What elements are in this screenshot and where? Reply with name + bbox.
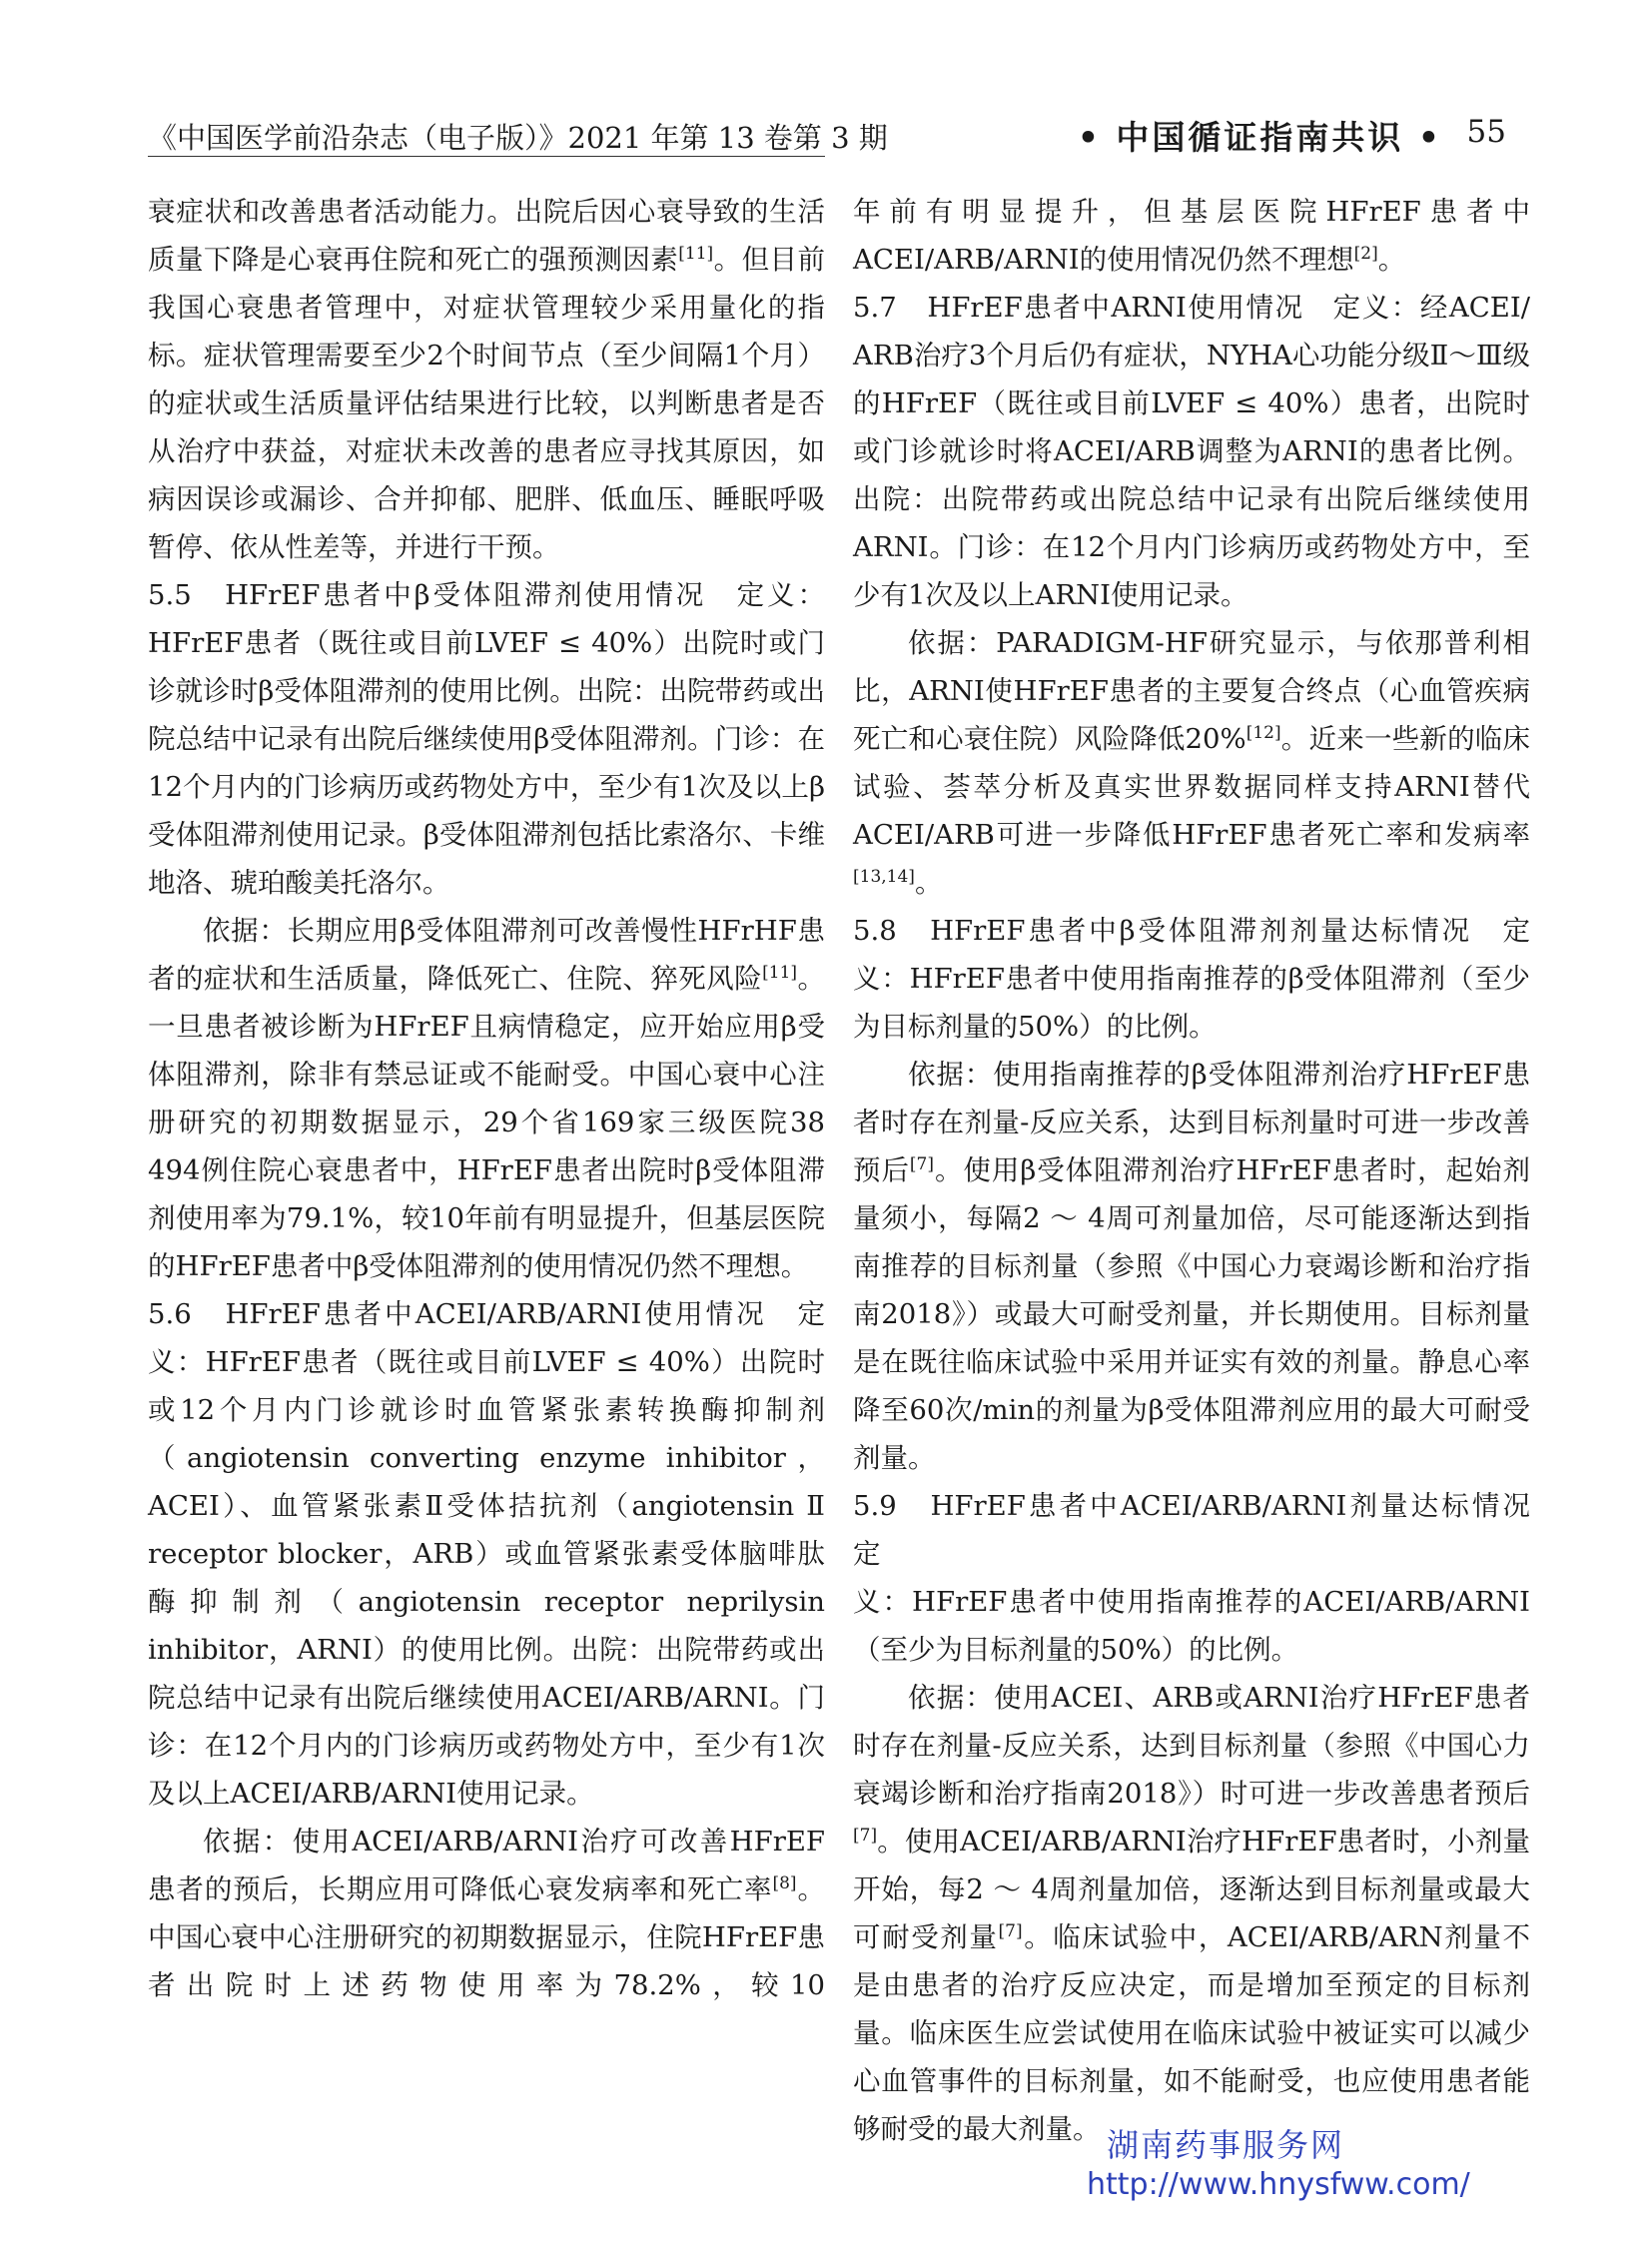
section-heading-5-5: 5.5 HFrEF患者中β受体阻滞剂使用情况 定义： [148,579,825,611]
section-heading-5-6: 5.6 HFrEF患者中ACEI/ARB/ARNI使用情况 定 [148,1298,825,1330]
citation: [12] [1245,722,1281,743]
section-heading-5-8: 5.8 HFrEF患者中β受体阻滞剂剂量达标情况 定 [853,915,1530,947]
paragraph-continued: 年前有明显提升，但基层医院HFrEF患者中ACEI/ARB/ARNI的使用情况仍然不理想[2]。 [853,196,1530,276]
section-5-7-definition: ARB治疗3个月后仍有症状，NYHA心功能分级Ⅱ～Ⅲ级的HFrEF（既往或目前LVEF ≤ 40%）患者，出院时或门诊就诊时将ACEI/ARB调整为ARNI的患者比例。出院：出院带药或出院总结中记录有出院后继续使用ARNI。门诊：在12个月内门诊病历或药物处方中，至少有1次及以上ARNI使用记录。 [853,340,1530,611]
citation: [11] [678,243,714,264]
section-5-9-definition: 义：HFrEF患者中使用指南推荐的ACEI/ARB/ARNI（至少为目标剂量的50%）的比例。 [853,1586,1530,1666]
page-number: 55 [1466,114,1506,150]
right-column [853,188,1558,2153]
left-column [148,188,825,2009]
section-title: • 中国循证指南共识 • [1077,118,1442,157]
citation: [2] [1353,243,1378,264]
section-heading-5-9: 5.9 HFrEF患者中ACEI/ARB/ARNI剂量达标情况 定 [853,1490,1558,1570]
citation: [7] [998,1920,1023,1941]
section-5-5-definition: HFrEF患者（既往或目前LVEF ≤ 40%）出院时或门诊就诊时β受体阻滞剂的使用比例。出院：出院带药或出院总结中记录有出院后继续使用β受体阻滞剂。门诊：在12个月内的门诊病历或药物处方中，至少有1次及以上β受体阻滞剂使用记录。β受体阻滞剂包括比索洛尔、卡维地洛、琥珀酸美托洛尔。 [148,627,825,899]
paragraph-symptom-management: 衰症状和改善患者活动能力。出院后因心衰导致的生活质量下降是心衰再住院和死亡的强预测因素[11]。但目前我国心衰患者管理中，对症状管理较少采用量化的指标。症状管理需要至少2个时间节点（至少间隔1个月）的症状或生活质量评估结果进行比较，以判断患者是否从治疗中获益，对症状未改善的患者应寻找其原因，如病因误诊或漏诊、合并抑郁、肥胖、低血压、睡眠呼吸暂停、依从性差等，并进行干预。 [148,196,825,563]
section-heading-5-7: 5.7 HFrEF患者中ARNI使用情况 定义：经ACEI/ [853,292,1530,324]
section-5-8-definition: 义：HFrEF患者中使用指南推荐的β受体阻滞剂（至少为目标剂量的50%）的比例。 [853,963,1530,1043]
section-5-6-definition: 义：HFrEF患者（既往或目前LVEF ≤ 40%）出院时或12个月内门诊就诊时血管紧张素转换酶抑制剂（angiotensin converting enzyme inhibitor，ACEI）、血管紧张素Ⅱ受体拮抗剂（angiotensin Ⅱ receptor blocker，ARB）或血管紧张素受体脑啡肽酶抑制剂（angiotensin receptor neprilysin inhibitor，ARNI）的使用比例。出院：出院带药或出院总结中记录有出院后继续使用ACEI/ARB/ARNI。门诊：在12个月内的门诊病历或药物处方中，至少有1次及以上ACEI/ARB/ARNI使用记录。 [148,1346,825,1810]
watermark [1087,2125,1470,2205]
journal-citation: 《中国医学前沿杂志（电子版）》2021 年第 13 卷第 3 期 [148,121,888,155]
watermark-name: 湖南药事服务网 [1107,2126,1345,2164]
citation: [13,14] [853,866,915,887]
section-5-8-basis: 依据：使用指南推荐的β受体阻滞剂治疗HFrEF患者时存在剂量-反应关系，达到目标剂量时可进一步改善预后[7]。使用β受体阻滞剂治疗HFrEF患者时，起始剂量须小，每隔2 ～ 4周可剂量加倍，尽可能逐渐达到指南推荐的目标剂量（参照《中国心力衰竭诊断和治疗指南2018》）或最大可耐受剂量，并长期使用。目标剂量是在既往临床试验中采用并证实有效的剂量。静息心率降至60次/min的剂量为β受体阻滞剂应用的最大可耐受剂量。 [853,1059,1530,1474]
section-5-9-basis: 依据：使用ACEI、ARB或ARNI治疗HFrEF患者时存在剂量-反应关系，达到目标剂量（参照《中国心力衰竭诊断和治疗指南2018》）时可进一步改善患者预后[7]。使用ACEI/ARB/ARNI治疗HFrEF患者时，小剂量开始，每2 ～ 4周剂量加倍，逐渐达到目标剂量或最大可耐受剂量[7]。临床试验中，ACEI/ARB/ARN剂量不是由患者的治疗反应决定，而是增加至预定的目标剂量。临床医生应尝试使用在临床试验中被证实可以减少心血管事件的目标剂量，如不能耐受，也应使用患者能够耐受的最大剂量。 [853,1682,1530,2145]
citation: [11] [762,962,798,983]
watermark-url[interactable]: http://www.hnysfww.com/ [1087,2167,1470,2202]
page-header [148,112,1506,162]
section-5-5-basis: 依据：长期应用β受体阻滞剂可改善慢性HFrHF患者的症状和生活质量，降低死亡、住院、猝死风险[11]。一旦患者被诊断为HFrEF且病情稳定，应开始应用β受体阻滞剂，除非有禁忌证或不能耐受。中国心衰中心注册研究的初期数据显示，29个省169家三级医院38 494例住院心衰患者中，HFrEF患者出院时β受体阻滞剂使用率为79.1%，较10年前有明显提升，但基层医院的HFrEF患者中β受体阻滞剂的使用情况仍然不理想。 [148,915,826,1282]
section-5-6-basis: 依据：使用ACEI/ARB/ARNI治疗可改善HFrEF患者的预后，长期应用可降低心衰发病率和死亡率[8]。中国心衰中心注册研究的初期数据显示，住院HFrEF患者出院时上述药物使用率为78.2%，较10 [148,1826,826,2001]
section-5-7-basis: 依据：PARADIGM-HF研究显示，与依那普利相比，ARNI使HFrEF患者的主要复合终点（心血管疾病死亡和心衰住院）风险降低20%[12]。近来一些新的临床试验、荟萃分析及真实世界数据同样支持ARNI替代ACEI/ARB可进一步降低HFrEF患者死亡率和发病率[13,14]。 [853,627,1531,899]
header-rule [148,156,825,157]
citation: [8] [772,1872,797,1893]
citation: [7] [909,1153,935,1174]
citation: [7] [853,1825,878,1846]
